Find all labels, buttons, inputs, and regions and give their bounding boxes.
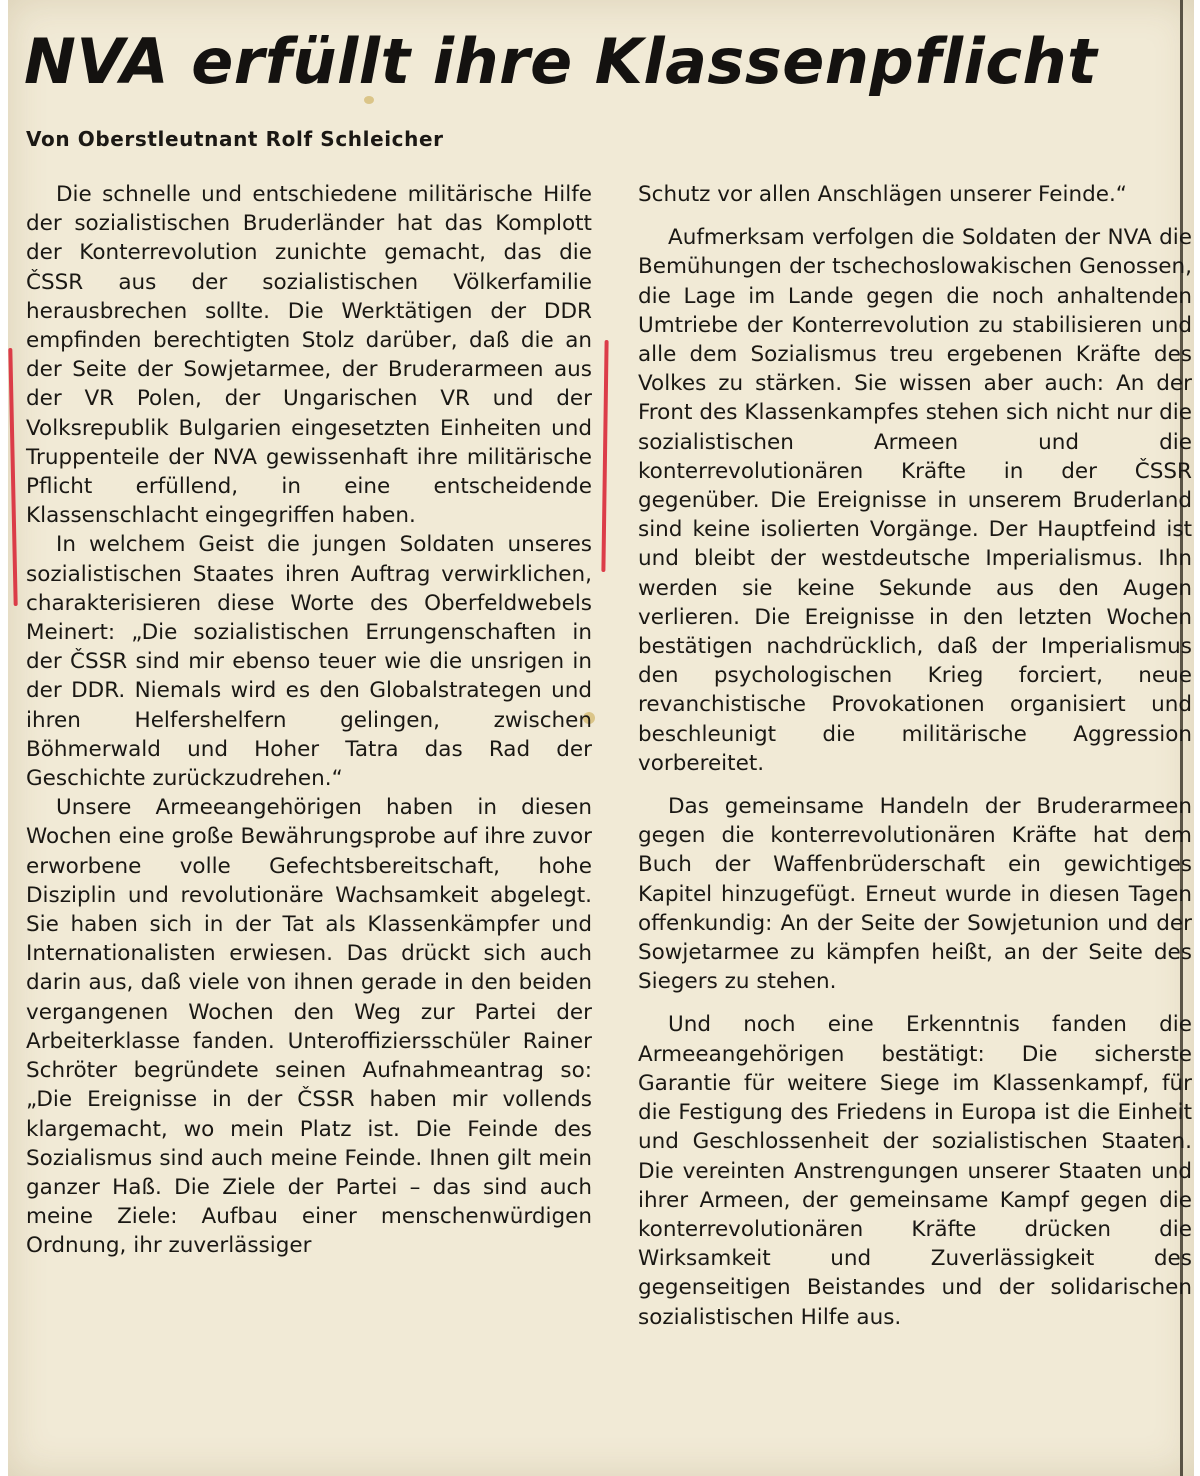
paragraph: Das gemeinsame Handeln der Bruderarmeen gegen die konterrevolutionären Kräfte hat dem Buch der Waffenbrüderschaft ein gewichtiges Kapitel hinzugefügt. Erneut wurde in diesen Tagen offenkundig: An der Seite der Sowjetunion und der Sowjetarmee zu kämpfen heißt, an der Seite des Siegers zu stehen. (638, 794, 1192, 995)
paragraph: Aufmerksam verfolgen die Soldaten der NVA die Bemühungen der tschechoslowakischen Genossen, die Lage im Lande gegen die noch anhaltenden Umtriebe der Konterrevolution zu stabilisieren und alle dem Sozialismus treu ergebenen Kräfte des Volkes zu stärken. Sie wissen aber auch: An der Front des Klassenkampfes stehen sich nicht nur die sozialistischen Armeen und die konterrevolutionären Kräfte in der ČSSR gegenüber. Die Ereignisse in unserem Bruderland sind keine isolierten Vorgänge. Der Hauptfeind ist und bleibt der westdeutsche Imperialismus. Ihn werden sie keine Sekunde aus den Augen verlieren. Die Ereignisse in den letzten Wochen bestätigen nachdrücklich, daß der Imperialismus den psychologischen Krieg forciert, neue revanchistische Provokationen organisiert und beschleunigt die militärische Aggression vorbereitet. (638, 225, 1192, 776)
paragraph: Und noch eine Erkenntnis fanden die Armeeangehörigen bestätigt: Die sicherste Garantie für weitere Siege im Klassenkampf, für die Festigung des Friedens in Europa ist die Einheit und Geschlossenheit der sozialistischen Staaten. Die vereinten Anstrengungen unserer Staaten und ihrer Armeen, der gemeinsame Kampf gegen die konterrevolutionären Kräfte drücken die Wirksamkeit und Zuverlässigkeit des gegenseitigen Beistandes und der solidarischen sozialistischen Hilfe aus. (638, 1012, 1192, 1330)
article-column-left (26, 180, 592, 1261)
paragraph: Die schnelle und entschiedene militärische Hilfe der sozialistischen Bruderländer hat das Komplott der Konterrevolution zunichte gemacht, das die ČSSR aus der sozialistischen Völkerfamilie herausbrechen sollte. Die Werktätigen der DDR empfinden berechtigten Stolz darüber, daß die an der Seite der Sowjetarmee, der Bruderarmeen aus der VR Polen, der Ungarischen VR und der Volksrepublik Bulgarien eingesetzten Einheiten und Truppenteile der NVA gewissenhaft ihre militärische Pflicht erfüllend, in eine entscheidende Klassenschlacht eingegriffen haben. (26, 182, 592, 529)
paragraph: In welchem Geist die jungen Soldaten unseres sozialistischen Staates ihren Auftrag verwirklichen, charakterisieren diese Worte des Oberfeldwebels Meinert: „Die sozialistischen Errungenschaften in der ČSSR sind mir ebenso teuer wie die unsrigen in der DDR. Niemals wird es den Globalstrategen und ihren Helfershelfern gelingen, zwischen Böhmerwald und Hoher Tatra das Rad der Geschichte zurückzudrehen.“ (26, 532, 592, 792)
article-byline: Von Oberstleutnant Rolf Schleicher (26, 127, 444, 151)
article-column-right (638, 180, 1192, 1332)
paragraph: Schutz vor allen Anschlägen unserer Feinde.“ (638, 182, 1127, 207)
paragraph: Unsere Armeeangehörigen haben in diesen Wochen eine große Bewährungsprobe auf ihre zuvor erworbene volle Gefechtsbereitschaft, hohe Disziplin und revolutionäre Wachsamkeit abgelegt. Sie haben sich in der Tat als Klassenkämpfer und Internationalisten erwiesen. Das drückt sich auch darin aus, daß viele von ihnen gerade in den beiden vergangenen Wochen den Weg zur Partei der Arbeiterklasse fanden. Unteroffiziersschüler Rainer Schröter begründete seinen Aufnahmeantrag so: „Die Ereignisse in der ČSSR haben mir vollends klargemacht, wo mein Platz ist. Die Feinde des Sozialismus sind auch meine Feinde. Ihnen gilt mein ganzer Haß. Die Ziele der Partei – das sind auch meine Ziele: Aufbau einer menschenwürdigen Ordnung, ihr zuverlässiger (26, 795, 592, 1259)
article-headline: NVA erfüllt ihre Klassenpflicht (24, 25, 1098, 98)
